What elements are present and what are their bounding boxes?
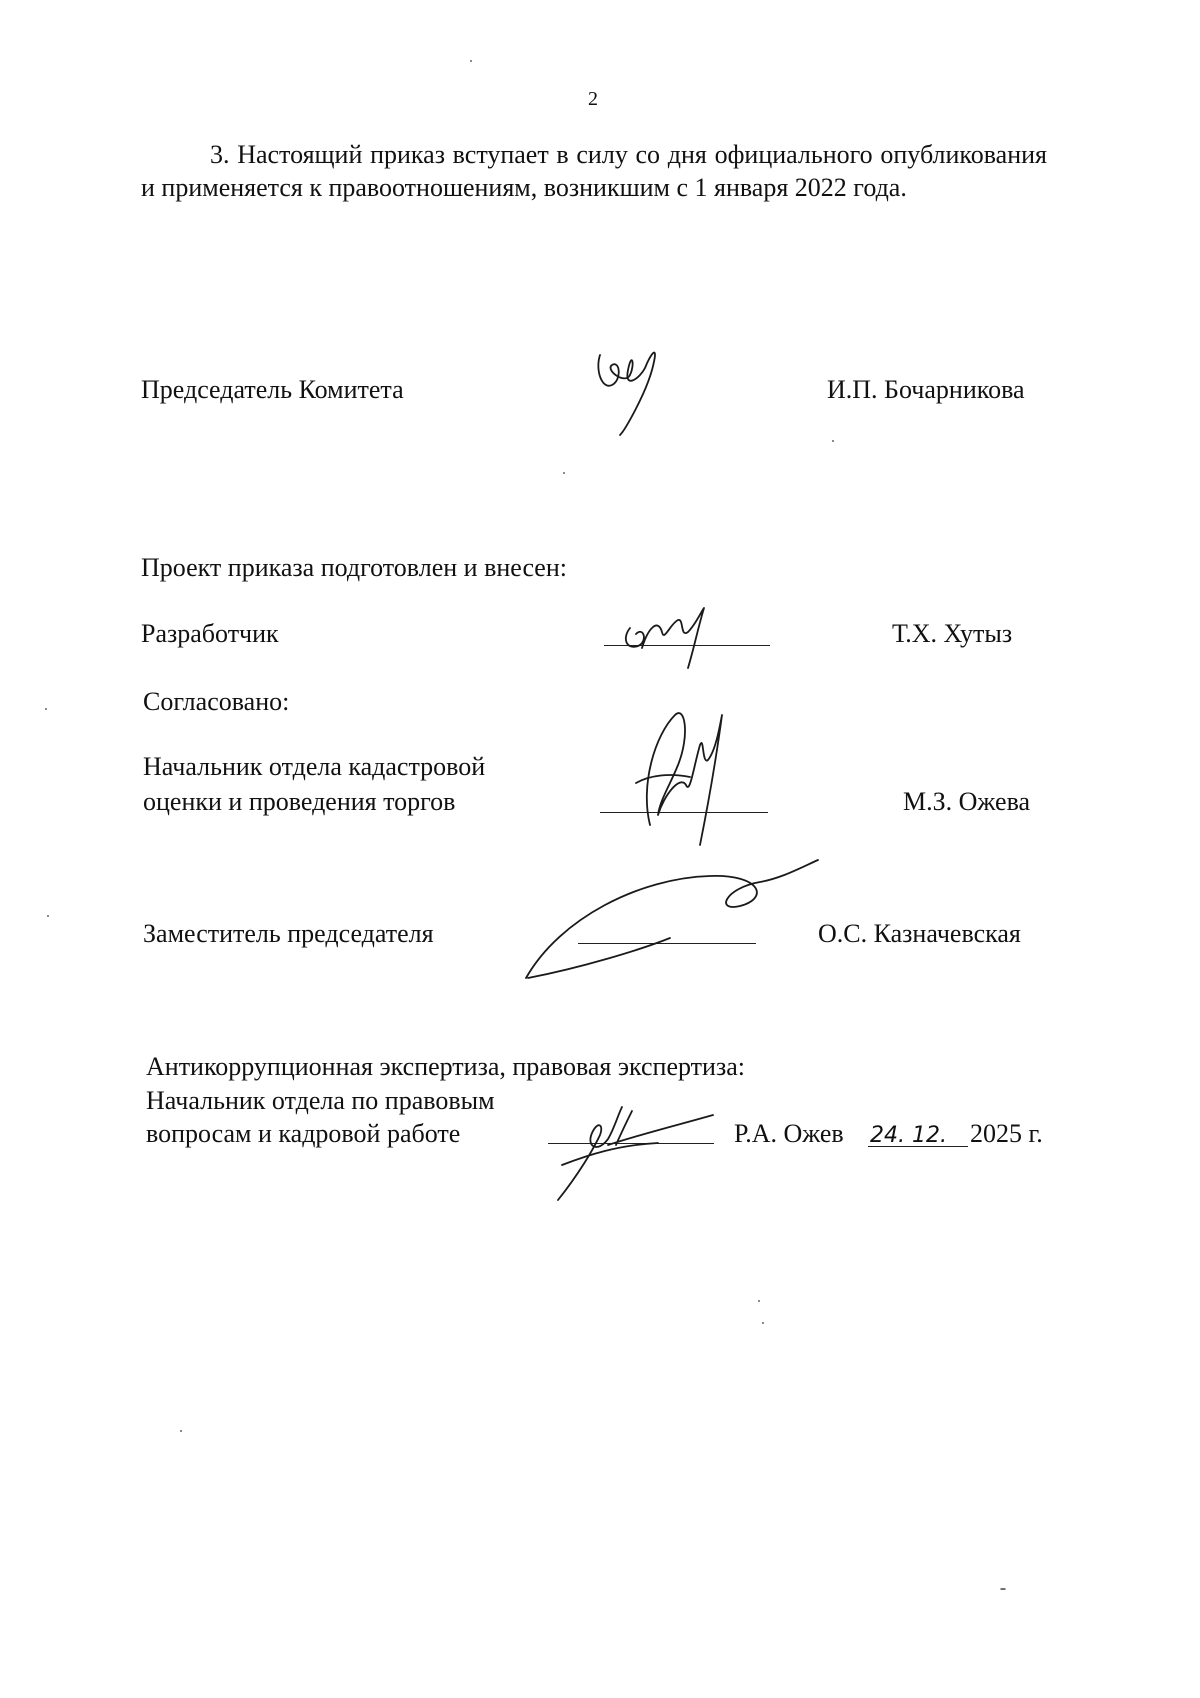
deputy-position: Заместитель председателя <box>143 919 434 948</box>
scan-speck <box>470 60 472 62</box>
expertise-header: Антикоррупционная экспертиза, правовая экспертиза: <box>146 1052 745 1081</box>
expertise-date-line <box>868 1146 968 1147</box>
expertise-date-handwritten: 24. 12. <box>870 1123 947 1148</box>
scan-speck <box>832 440 834 442</box>
scan-speck <box>563 472 565 474</box>
scan-speck <box>47 915 49 917</box>
expertise-signature <box>548 1095 718 1205</box>
expertise-name: Р.А. Ожев <box>734 1119 844 1148</box>
chair-position: Председатель Комитета <box>141 375 404 404</box>
chair-name: И.П. Бочарникова <box>827 375 1025 404</box>
scan-speck <box>180 1430 182 1432</box>
scan-speck <box>45 708 47 710</box>
cadastral-head-signature <box>630 705 740 855</box>
cadastral-head-position-line2: оценки и проведения торгов <box>143 787 456 816</box>
deputy-signature <box>520 858 820 988</box>
developer-position: Разработчик <box>141 619 279 648</box>
agreed-label: Согласовано: <box>143 687 290 716</box>
cadastral-head-name: М.З. Ожева <box>903 787 1031 816</box>
cadastral-head-position-line1: Начальник отдела кадастровой <box>143 752 486 781</box>
page-number: 2 <box>588 88 598 110</box>
draft-header: Проект приказа подготовлен и внесен: <box>141 553 567 582</box>
chair-signature <box>590 340 680 440</box>
scan-speck <box>762 1322 764 1324</box>
developer-signature <box>618 598 728 678</box>
expertise-date-suffix: 2025 г. <box>970 1119 1043 1148</box>
scan-speck <box>1000 1588 1006 1590</box>
developer-name: Т.Х. Хутыз <box>892 619 1013 648</box>
scan-speck <box>758 1300 760 1302</box>
deputy-name: О.С. Казначевская <box>818 919 1021 948</box>
expertise-position-line2: вопросам и кадровой работе <box>146 1119 461 1148</box>
clause-paragraph: 3. Настоящий приказ вступает в силу со дня официального опубликования и применяется к правоотношениям, возникшим с 1 января 2022 года. <box>141 140 1047 202</box>
expertise-position-line1: Начальник отдела по правовым <box>146 1086 495 1115</box>
